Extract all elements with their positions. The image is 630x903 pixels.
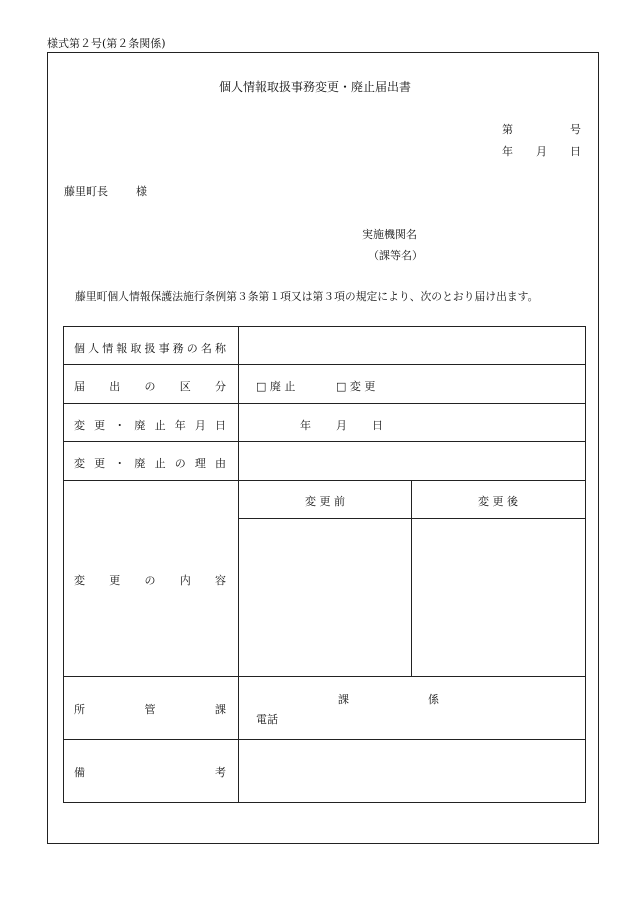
addressee-name: 藤里町長: [64, 185, 108, 198]
row-label-date: 変 更 ・ 廃 止 年 月 日: [74, 419, 226, 432]
date-day: 日: [570, 145, 581, 158]
dept-kakari: 係: [428, 693, 439, 706]
number-dai: 第: [502, 123, 513, 136]
dept-phone: 電話: [256, 713, 278, 726]
date-field-day[interactable]: 日: [372, 419, 383, 432]
row-label-content: 変 更 の 内 容: [74, 574, 226, 587]
submitter-org: 実施機関名: [362, 228, 417, 241]
number-go: 号: [570, 123, 581, 136]
date-month: 月: [536, 145, 547, 158]
row-label-name: 個 人 情 報 取 扱 事 務 の 名 称: [74, 342, 226, 355]
submitter-dept: （課等名）: [368, 249, 423, 262]
form-number: 様式第２号(第２条関係): [47, 37, 166, 50]
content-header-before: 変 更 前: [305, 495, 345, 508]
intro-text: 藤里町個人情報保護法施行条例第３条第１項又は第３項の規定により、次のとおり届け出ます。: [75, 290, 539, 303]
row-label-dept: 所 管 課: [74, 703, 226, 716]
date-field-year[interactable]: 年: [300, 419, 311, 432]
checkbox-change[interactable]: □ 変 更: [336, 380, 376, 393]
checkbox-abolish[interactable]: □ 廃 止: [256, 380, 296, 393]
row-label-remarks: 備 考: [74, 766, 226, 779]
reason-field[interactable]: [240, 443, 584, 479]
content-before-field[interactable]: [240, 520, 410, 675]
content-after-field[interactable]: [413, 520, 584, 675]
form-title: 個人情報取扱事務変更・廃止届出書: [218, 80, 411, 94]
remarks-field[interactable]: [240, 741, 584, 801]
form-table: [63, 326, 586, 803]
date-year: 年: [502, 145, 513, 158]
date-field-month[interactable]: 月: [336, 419, 347, 432]
row-label-reason: 変 更 ・ 廃 止 の 理 由: [74, 457, 226, 470]
dept-ka: 課: [338, 693, 349, 706]
content-header-after: 変 更 後: [478, 495, 518, 508]
row-label-category: 届 出 の 区 分: [74, 380, 226, 393]
addressee-honorific: 様: [136, 185, 147, 198]
name-field[interactable]: [240, 328, 584, 363]
